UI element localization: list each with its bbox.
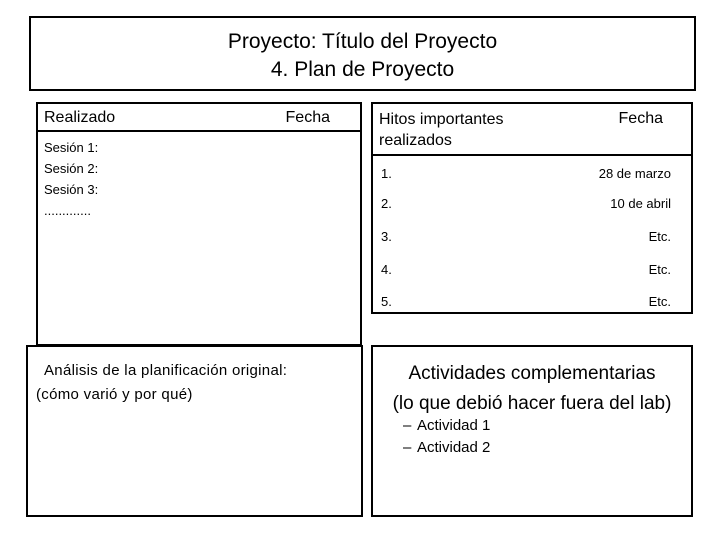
session-list	[44, 137, 98, 221]
hitos-divider	[373, 154, 691, 156]
milestone-date: Etc.	[648, 294, 671, 309]
actividades-line-1: Actividades complementarias	[408, 363, 656, 384]
activity-label: Actividad 2	[417, 439, 491, 456]
realizado-date-label: Fecha	[285, 109, 330, 126]
title-line-2: 4. Plan de Proyecto	[270, 58, 455, 81]
milestone-row	[373, 160, 691, 190]
analisis-box	[26, 345, 363, 517]
title-line-1: Proyecto: Título del Proyecto	[227, 30, 498, 53]
milestone-row	[373, 223, 691, 253]
analisis-heading	[36, 359, 287, 407]
analisis-line-1: Análisis de la planificación original:	[44, 362, 288, 379]
slide-title	[31, 28, 694, 84]
title-box	[29, 16, 696, 91]
dash-bullet: –	[403, 439, 412, 456]
milestone-date: 28 de marzo	[598, 166, 671, 181]
actividades-box	[371, 345, 693, 517]
hitos-label-line-1: Hitos importantes	[379, 111, 504, 128]
milestone-number: 5.	[381, 294, 392, 309]
realizado-label: Realizado	[44, 109, 116, 126]
actividades-heading	[373, 359, 691, 419]
milestone-number: 3.	[381, 229, 392, 244]
milestone-number: 2.	[381, 196, 392, 211]
hitos-date-label: Fecha	[618, 110, 663, 127]
activity-label: Actividad 1	[417, 417, 491, 434]
dash-bullet: –	[403, 417, 412, 434]
activity-item	[403, 415, 490, 437]
session-item-1: Sesión 1:	[44, 140, 99, 155]
milestone-number: 1.	[381, 166, 392, 181]
milestone-row	[373, 256, 691, 286]
milestone-date: 10 de abril	[610, 196, 671, 211]
activity-item	[403, 437, 490, 459]
session-item-2: Sesión 2:	[44, 161, 99, 176]
session-item-more: .............	[44, 203, 91, 218]
activity-list	[403, 415, 490, 459]
milestone-date: Etc.	[648, 262, 671, 277]
analisis-line-2: (cómo varió y por qué)	[36, 386, 193, 403]
milestone-number: 4.	[381, 262, 392, 277]
realizado-box	[36, 102, 362, 346]
hitos-box	[371, 102, 693, 314]
hitos-label	[379, 109, 504, 151]
milestone-row	[373, 190, 691, 220]
actividades-line-2: (lo que debió hacer fuera del lab)	[392, 393, 672, 414]
hitos-label-line-2: realizados	[379, 132, 452, 149]
milestone-row	[373, 288, 691, 318]
session-item-3: Sesión 3:	[44, 182, 99, 197]
milestone-date: Etc.	[648, 229, 671, 244]
realizado-header	[38, 104, 360, 132]
